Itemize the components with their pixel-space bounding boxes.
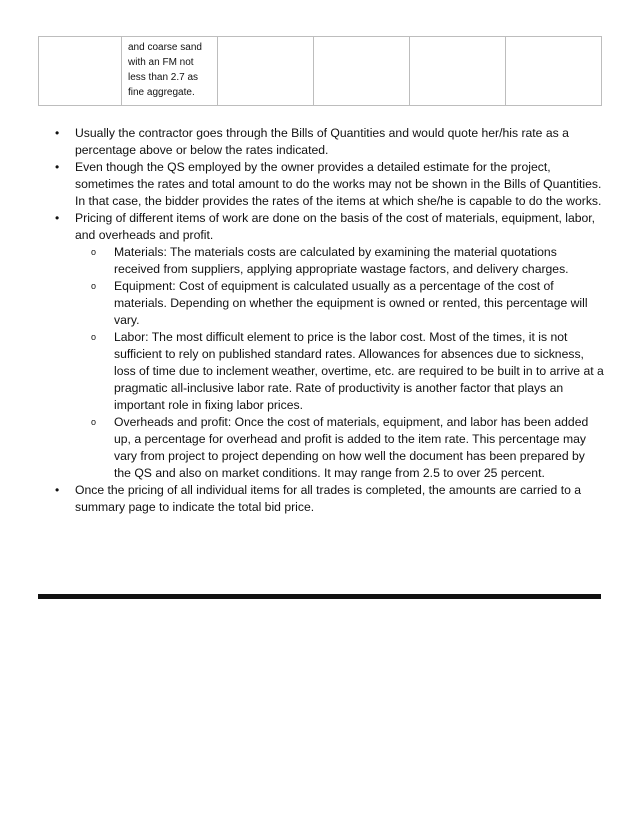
sub-bullet-marker: o: [91, 332, 97, 342]
cell-line: and coarse sand: [128, 42, 202, 53]
bullet-item: [55, 210, 605, 244]
table-cell-description: [122, 37, 218, 106]
bullet-item: [55, 159, 605, 210]
cell-line: fine aggregate.: [128, 87, 195, 98]
sub-bullet-text: Materials: The materials costs are calculated by examining the material quotations received from suppliers, applying appropriate wastage factors, and delivery charges.: [114, 245, 569, 276]
sub-bullet-item: [91, 414, 604, 482]
table-cell: [410, 37, 506, 106]
sub-bullet-item: [91, 244, 604, 278]
bullet-marker: •: [55, 483, 60, 497]
bullet-marker: •: [55, 211, 60, 225]
bullet-marker: •: [55, 160, 60, 174]
sub-bullet-text: Overheads and profit: Once the cost of materials, equipment, and labor has been added up, a percentage for overhead and profit is added to the item rate. This percentage may vary from project to project depending on how well the document has been prepared by the QS and also on market conditions. It may range from 2.5 to over 25 percent.: [114, 415, 589, 480]
cell-line: with an FM not: [128, 57, 194, 68]
table-fragment: [38, 36, 602, 106]
sub-bullet-marker: o: [91, 247, 97, 257]
sub-bullet-item: [91, 329, 604, 414]
table-cell: [218, 37, 314, 106]
table-cell: [39, 37, 122, 106]
sub-bullet-marker: o: [91, 281, 97, 291]
sub-bullet-item: [91, 278, 604, 329]
bullet-text: Even though the QS employed by the owner provides a detailed estimate for the project, sometimes the rates and total amount to do the works may not be shown in the Bills of Quantities. In that case, the bidder provides the rates of the items at which she/he is capable to do the works.: [75, 160, 602, 208]
table-cell: [314, 37, 410, 106]
bullet-text: Once the pricing of all individual items for all trades is completed, the amounts are carried to a summary page to indicate the total bid price.: [75, 483, 582, 514]
bullet-text: Pricing of different items of work are done on the basis of the cost of materials, equipment, labor, and overheads and profit.: [75, 211, 596, 242]
bullet-marker: •: [55, 126, 60, 140]
bullet-item: [55, 482, 605, 516]
bullet-list: [0, 125, 638, 516]
sub-bullet-marker: o: [91, 417, 97, 427]
sub-bullet-text: Equipment: Cost of equipment is calculated usually as a percentage of the cost of materials. Depending on whether the equipment is owned or rented, this percentage will vary.: [114, 279, 588, 327]
sub-bullet-text: Labor: The most difficult element to price is the labor cost. Most of the times, it is not sufficient to rely on published standard rates. Allowances for absences due to sickness, loss of time due to inclement weather, overtime, etc. are required to be built in to arrive at a pragmatic all-inclusive labor rate. Rate of productivity is another factor that plays an important role in fixing labor prices.: [114, 330, 604, 412]
table-row: [39, 37, 602, 106]
bullet-item: [55, 125, 605, 159]
table-cell: [506, 37, 602, 106]
bullet-text: Usually the contractor goes through the Bills of Quantities and would quote her/his rate as a percentage above or below the rates indicated.: [75, 126, 569, 157]
cell-line: less than 2.7 as: [128, 72, 199, 83]
horizontal-rule: [38, 594, 601, 599]
